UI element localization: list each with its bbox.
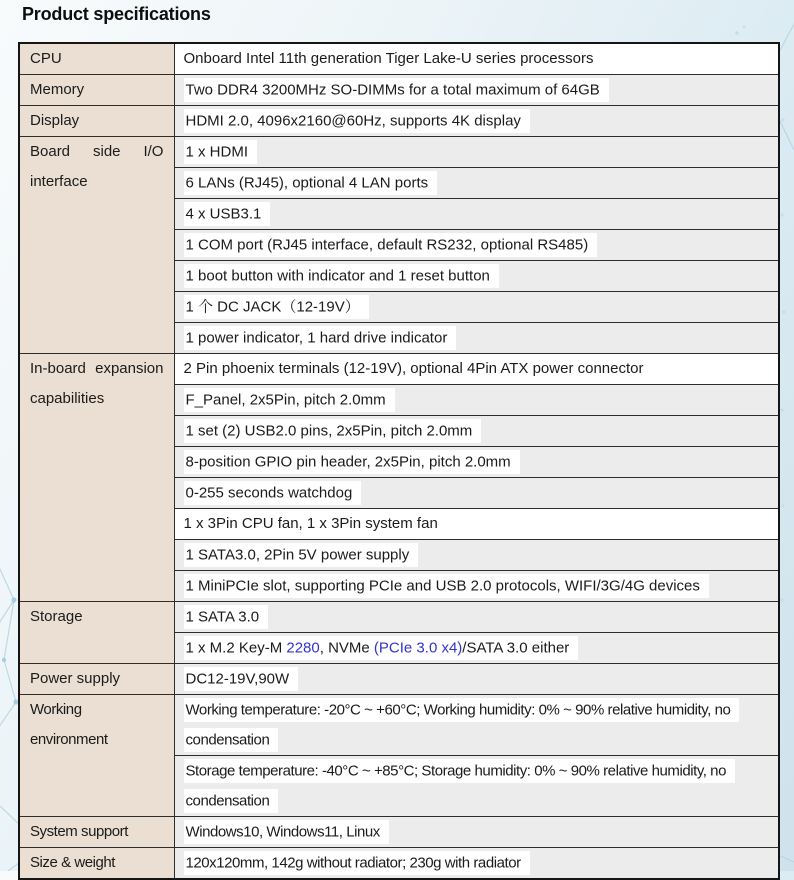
spec-row xyxy=(19,602,779,633)
spec-row xyxy=(19,75,779,106)
page-title: Product specifications xyxy=(22,4,211,24)
spec-value-cell xyxy=(174,756,779,817)
spec-value-text: 1 SATA3.0, 2Pin 5V power supply xyxy=(184,543,419,567)
spec-value-text: DC12-19V,90W xyxy=(184,667,299,691)
spec-value-text: 120x120mm, 142g without radiator; 230g with radiator xyxy=(184,851,530,875)
spec-value-text: 4 x USB3.1 xyxy=(184,202,271,226)
spec-value-text: 2 Pin phoenix terminals (12-19V), optional 4Pin ATX power connector xyxy=(183,360,644,377)
label-text: Display xyxy=(30,112,80,129)
spec-value-text: Working temperature: -20°C ~ +60°C; Working humidity: 0% ~ 90% relative humidity, no condensation xyxy=(184,698,740,752)
spec-row xyxy=(19,695,779,756)
spec-group-label xyxy=(19,354,174,602)
label-word: environment xyxy=(30,731,108,748)
spec-value-cell xyxy=(174,447,779,478)
spec-row xyxy=(19,43,779,75)
spec-row xyxy=(19,354,779,385)
spec-value-text: 1 SATA 3.0 xyxy=(184,605,269,629)
spec-row xyxy=(19,664,779,695)
label-word: Working xyxy=(30,701,82,718)
label-line xyxy=(30,167,164,197)
spec-value-text: Windows10, Windows11, Linux xyxy=(184,820,389,844)
spec-row xyxy=(19,137,779,168)
spec-value-cell xyxy=(174,199,779,230)
spec-value-text: 1 boot button with indicator and 1 reset button xyxy=(184,264,499,288)
spec-value-cell xyxy=(174,354,779,385)
spec-value-cell xyxy=(174,106,779,137)
spec-value-text: F_Panel, 2x5Pin, pitch 2.0mm xyxy=(184,388,395,412)
spec-table xyxy=(18,42,780,880)
spec-value-text: 1 MiniPCIe slot, supporting PCIe and USB 2.0 protocols, WIFI/3G/4G devices xyxy=(184,574,709,598)
spec-group-label xyxy=(19,664,174,695)
label-line xyxy=(30,695,164,725)
label-word: side xyxy=(92,143,121,160)
spec-group-label xyxy=(19,695,174,817)
spec-value-cell xyxy=(174,137,779,168)
label-word: In-board xyxy=(30,360,86,377)
label-line xyxy=(30,725,164,755)
spec-row xyxy=(19,817,779,848)
spec-value-cell xyxy=(174,168,779,199)
spec-value-text: Onboard Intel 11th generation Tiger Lake-U series processors xyxy=(183,50,594,67)
spec-value-text: 1 x 3Pin CPU fan, 1 x 3Pin system fan xyxy=(183,515,438,532)
spec-value-text: 8-position GPIO pin header, 2x5Pin, pitch 2.0mm xyxy=(184,450,520,474)
spec-group-label xyxy=(19,137,174,354)
spec-value-text: 1 set (2) USB2.0 pins, 2x5Pin, pitch 2.0mm xyxy=(184,419,482,443)
spec-value-cell xyxy=(174,230,779,261)
value-text-part: , NVMe xyxy=(319,639,374,656)
spec-value-cell xyxy=(174,664,779,695)
spec-value-text: 1 COM port (RJ45 interface, default RS232, optional RS485) xyxy=(184,233,598,257)
value-text-blue: (PCIe 3.0 x4) xyxy=(373,639,463,656)
spec-value-text: 1 power indicator, 1 hard drive indicator xyxy=(184,326,457,350)
spec-value-cell xyxy=(174,509,779,540)
spec-row xyxy=(19,848,779,880)
spec-value-cell xyxy=(174,385,779,416)
spec-group-label xyxy=(19,106,174,137)
spec-group-label xyxy=(19,75,174,106)
spec-value-text: Storage temperature: -40°C ~ +85°C; Storage humidity: 0% ~ 90% relative humidity, no condensation xyxy=(184,759,735,813)
spec-value-cell xyxy=(174,261,779,292)
spec-group-label xyxy=(19,43,174,75)
spec-value-cell xyxy=(174,571,779,602)
label-text: Power supply xyxy=(30,670,121,687)
spec-value-text: HDMI 2.0, 4096x2160@60Hz, supports 4K display xyxy=(184,109,530,133)
label-word: expansion xyxy=(95,360,164,377)
label-text: Size & weight xyxy=(30,854,116,871)
label-word: Board xyxy=(30,143,71,160)
value-text-part: 1 x M.2 Key-M xyxy=(185,639,287,656)
value-text-blue: 2280 xyxy=(286,639,320,656)
label-line xyxy=(30,137,164,167)
spec-value-text: Two DDR4 3200MHz SO-DIMMs for a total maximum of 64GB xyxy=(184,78,609,102)
spec-value-text: 1 个 DC JACK（12-19V） xyxy=(184,295,369,319)
spec-value-cell xyxy=(174,540,779,571)
spec-group-label xyxy=(19,848,174,880)
label-text: System support xyxy=(30,823,128,840)
spec-value-text: 1 x HDMI xyxy=(184,140,258,164)
spec-value-cell xyxy=(174,633,779,664)
spec-value-cell xyxy=(174,416,779,447)
spec-value-text: 6 LANs (RJ45), optional 4 LAN ports xyxy=(184,171,438,195)
spec-value-cell xyxy=(174,817,779,848)
spec-table-body xyxy=(19,43,779,879)
spec-group-label xyxy=(19,817,174,848)
spec-value-cell xyxy=(174,43,779,75)
spec-row xyxy=(19,106,779,137)
label-line xyxy=(30,354,164,384)
spec-value-cell xyxy=(174,75,779,106)
label-text: Storage xyxy=(30,608,83,625)
spec-group-label xyxy=(19,602,174,664)
label-word: capabilities xyxy=(30,390,105,407)
spec-value-cell xyxy=(174,602,779,633)
spec-value-cell xyxy=(174,323,779,354)
spec-value-cell xyxy=(174,478,779,509)
spec-value-text: 0-255 seconds watchdog xyxy=(184,481,362,505)
label-text: Memory xyxy=(30,81,85,98)
label-line xyxy=(30,384,164,414)
value-text-part: /SATA 3.0 either xyxy=(462,639,570,656)
spec-value-cell xyxy=(174,695,779,756)
spec-value-cell xyxy=(174,848,779,880)
spec-value-cell xyxy=(174,292,779,323)
label-word: interface xyxy=(30,173,88,190)
label-text: CPU xyxy=(30,50,62,67)
spec-value-text xyxy=(184,636,579,660)
label-word: I/O xyxy=(143,143,164,160)
